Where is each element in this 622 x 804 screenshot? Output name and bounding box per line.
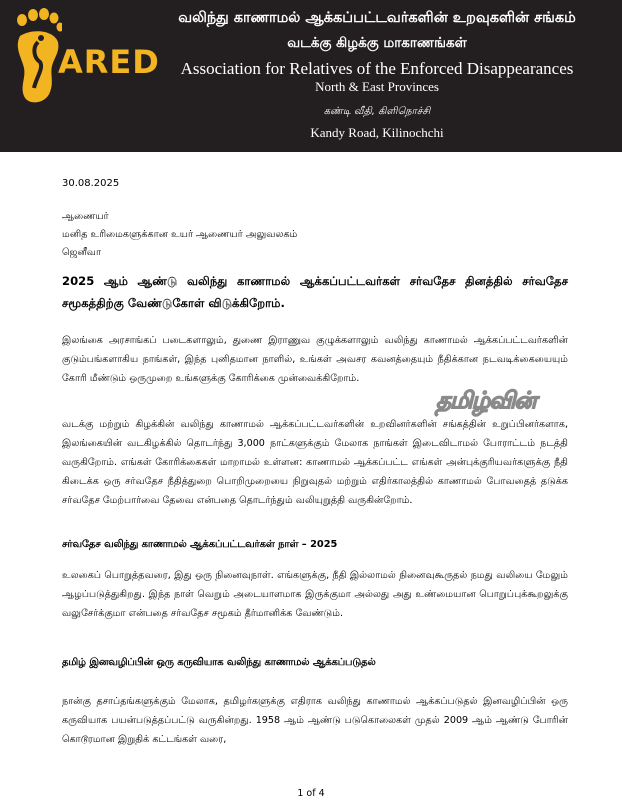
letter-date: 30.08.2025 <box>62 178 120 189</box>
cared-logo <box>14 8 160 112</box>
org-name-tamil: வலிந்து காணாமல் ஆக்கப்பட்டவர்களின் உறவுகளின் சங்கம் <box>178 10 576 26</box>
body-paragraph: இலங்கை அரசாங்கப் படைகளாலும், துணை இராணுவ குழுக்களாலும் வலிந்து காணாமல் ஆக்கப்பட்டவர்களின் குடும்பங்களாகிய நாங்கள், இந்த புனிதமான நாளில், உங்கள் அவசர கவனத்தையும் நீதிக்கான நடவடிக்கையையும் கோரி மீண்டும் ஒருமுறை உங்களுக்கு கோரிக்கை முன்வைக்கிறோம். <box>62 335 568 384</box>
page-number: 1 of 4 <box>297 788 325 799</box>
logo-wordmark: ARED <box>58 43 160 81</box>
recipient-block <box>62 208 568 262</box>
org-region-english: North & East Provinces <box>315 79 439 94</box>
section-heading: சர்வதேச வலிந்து காணாமல் ஆக்கப்பட்டவர்கள் நாள் – 2025 <box>62 539 338 550</box>
org-address-english: Kandy Road, Kilinochchi <box>310 125 444 140</box>
recipient-line: ஜெனீவா <box>62 247 101 258</box>
org-address-tamil: கண்டி வீதி, கிளிநொச்சி <box>323 106 431 117</box>
body-paragraph: நான்கு தசாப்தங்களுக்கும் மேலாக, தமிழர்களுக்கு எதிராக வலிந்து காணாமல் ஆக்கப்படுதல் இனவழிப்பின் ஒரு கருவியாக பயன்படுத்தப்பட்டு வருகின்றது. 1958 ஆம் ஆண்டு படுகொலைகள் முதல் 2009 ஆம் ஆண்டு போரின் கொடூரமான இறுதிக் கட்டங்கள் வரை, <box>62 696 568 745</box>
footprint-icon <box>14 8 62 108</box>
watermark: தமிழ்வின் <box>436 388 536 414</box>
body-paragraph: உலகைப் பொறுத்தவரை, இது ஒரு நினைவுநாள். எங்களுக்கு, நீதி இல்லாமல் நினைவுகூருதல் நமது வலியை மேலும் ஆழப்படுத்துகிறது. இந்த நாள் வெறும் அடையாளமாக இருக்குமா அல்லது அது உண்மையான பொறுப்புக்கூறலுக்கு வலுசேர்க்குமா என்பதை சர்வதேச சமூகம் தீர்மானிக்க வேண்டும். <box>62 570 568 619</box>
org-name-english: Association for Relatives of the Enforced Disappearances <box>180 59 574 78</box>
letter-title: 2025 ஆம் ஆண்டு வலிந்து காணாமல் ஆக்கப்பட்டவர்கள் சர்வதேச தினத்தில் சர்வதேச சமூகத்திற்கு வேண்டுகோள் விடுக்கிறோம். <box>62 274 568 310</box>
org-region-tamil: வடக்கு கிழக்கு மாகாணங்கள் <box>287 35 467 51</box>
letterhead <box>0 0 622 152</box>
body-paragraph: வடக்கு மற்றும் கிழக்கின் வலிந்து காணாமல் ஆக்கப்பட்டவர்களின் உறவினர்களின் சங்கத்தின் உறுப்பினர்களாக, இலங்கையின் வடகிழக்கில் தொடர்ந்து 3,000 நாட்களுக்கும் மேலாக நாங்கள் இடைவிடாமல் போராட்டம் நடத்தி வருகிறோம். எங்கள் கோரிக்கைகள் மாறாமல் உள்ளன: காணாமல் ஆக்கப்பட்ட எங்கள் அன்புக்குரியவர்களுக்கு நீதி கிடைக்க ஒரு சர்வதேச நீதித்துறை பொறிமுறையை நிறுவுதல் மற்றும் எதிர்காலத்தில் காணாமல் போவதைத் தடுக்க சர்வதேச மேற்பார்வை தேவை என்பதை தொடர்ந்தும் வலியுறுத்தி வருகின்றோம். <box>62 419 568 506</box>
recipient-line: ஆணையர் <box>62 211 109 222</box>
section-heading: தமிழ் இனவழிப்பின் ஒரு கருவியாக வலிந்து காணாமல் ஆக்கப்படுதல் <box>62 657 376 668</box>
recipient-line: மனித உரிமைகளுக்கான உயர் ஆணையர் அலுவலகம் <box>62 229 298 240</box>
